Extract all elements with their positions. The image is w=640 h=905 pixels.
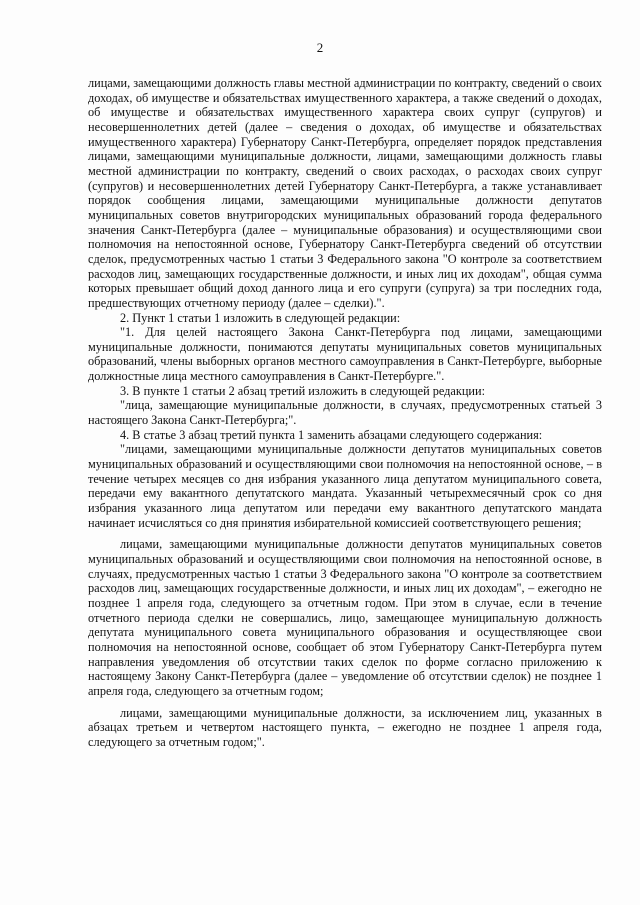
paragraph-item-4-text-3: лицами, замещающими муниципальные должности, за исключением лиц, указанных в абзацах третьем и четвертом настоящего пункта, – ежегодно не позднее 1 апреля года, следующего за отчетным годом;". — [88, 705, 602, 749]
paragraph-item-3-text: "лица, замещающие муниципальные должности, в случаях, предусмотренных статьей 3 настоящего Закона Санкт-Петербурга;". — [88, 398, 602, 428]
paragraph-item-3: 3. В пункте 1 статьи 2 абзац третий изложить в следующей редакции: — [120, 383, 486, 398]
page-number: 2 — [316, 40, 324, 55]
document-body — [88, 76, 602, 750]
paragraph-item-2-text: "1. Для целей настоящего Закона Санкт-Петербурга под лицами, замещающими муниципальные должности, понимаются депутаты муниципальных советов муниципальных образований, члены выборных органов местного самоуправления в Санкт-Петербурге, выборные должностные лица местного самоуправления в Санкт-Петербурге.". — [88, 325, 602, 384]
paragraph-item-4: 4. В статье 3 абзац третий пункта 1 заменить абзацами следующего содержания: — [120, 427, 543, 442]
paragraph-item-4-text-1: "лицами, замещающими муниципальные должности депутатов муниципальных советов муниципальных образований и осуществляющими свои полномочия на непостоянной основе, – в течение четырех месяцев со дня избрания указанного лица депутатом муниципального совета, передачи ему вакантного депутатского мандата. Указанный четырехмесячный срок со дня избрания указанного лица депутатом или передачи ему вакантного депутатского мандата начинает исчисляться со дня принятия избирательной комиссией соответствующего решения; — [88, 442, 602, 530]
paragraph-item-4-text-2: лицами, замещающими муниципальные должности депутатов муниципальных советов муниципальных образований и осуществляющими свои полномочия на непостоянной основе, в случаях, предусмотренных частью 1 статьи 3 Федерального закона "О контроле за соответствием расходов лиц, замещающих государственные должности, и иных лиц их доходам", – ежегодно не позднее 1 апреля года, следующего за отчетным годом. При этом в случае, если в течение отчетного периода сделки не совершались, лицо, замещающее муниципальную должность депутата муниципального совета муниципального образования и осуществляющее свои полномочия на непостоянной основе, сообщает об этом Губернатору Санкт-Петербурга путем направления уведомления об отсутствии таких сделок по форме согласно приложению к настоящему Закону Санкт-Петербурга (далее – уведомление об отсутствии сделок) не позднее 1 апреля года, следующего за отчетным годом; — [88, 537, 602, 698]
paragraph-continuation: лицами, замещающими должность главы местной администрации по контракту, сведений о своих доходах, об имуществе и обязательствах имущественного характера, а также сведений о доходах, об имуществе и обязательствах имущественного характера своих супруг (супругов) и несовершеннолетних детей (далее – сведения о доходах, об имуществе и обязательствах имущественного характера) Губернатору Санкт-Петербурга, определяет порядок представления лицами, замещающими муниципальные должности, лицами, замещающими должность главы местной администрации по контракту, сведений о своих расходах, о расходах своих супруг (супругов) и несовершеннолетних детей Губернатору Санкт-Петербурга, а также устанавливает порядок сообщения лицами, замещающими муниципальные должности депутатов муниципальных советов внутригородских муниципальных образований города федерального значения Санкт-Петербурга (далее – муниципальные образования) и осуществляющими свои полномочия на непостоянной основе, Губернатору Санкт-Петербурга сведений об отсутствии сделок, предусмотренных частью 1 статьи 3 Федерального закона "О контроле за соответствием расходов лиц, замещающих государственные должности, и иных лиц их доходам", общая сумма которых превышает общий доход данного лица и его супруги (супруга) за три последних года, предшествующих отчетному периоду (далее – сделки).". — [88, 76, 602, 310]
paragraph-item-2: 2. Пункт 1 статьи 1 изложить в следующей редакции: — [120, 310, 401, 325]
